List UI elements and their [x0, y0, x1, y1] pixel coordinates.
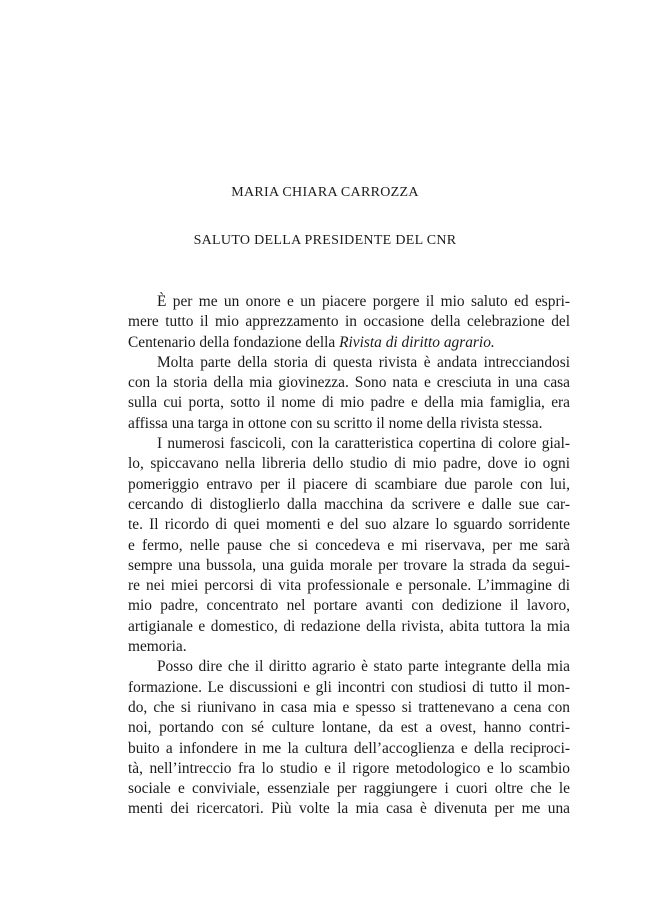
- text-line: mere tutto il mio apprezzamento in occasione della celebrazione del: [128, 313, 570, 331]
- text-segment: Centenario della fondazione della: [128, 333, 340, 351]
- text-line: sempre una bussola, una guida morale per trovare la strada da segui-: [128, 556, 570, 574]
- text-line: È per me un onore e un piacere porgere il mio saluto ed espri-: [157, 293, 570, 310]
- body-text: [128, 292, 570, 820]
- text-line: artigianale e domestico, di redazione della rivista, abita tuttora la mia: [128, 617, 570, 635]
- text-line: formazione. Le discussioni e gli incontri con studiosi di tutto il mon-: [128, 678, 570, 696]
- text-line: noi, portando con sé culture lontane, da est a ovest, hanno contri-: [128, 719, 570, 737]
- text-line: I numerosi fascicoli, con la caratteristica copertina di colore gial-: [157, 435, 570, 453]
- text-line: mio padre, concentrato nel portare avanti con dedizione il lavoro,: [128, 597, 570, 615]
- text-line: affissa una targa in ottone con su scritto il nome della rivista stessa.: [128, 414, 543, 432]
- text-line: buito a infondere in me la cultura dell’accoglienza e della reciproci-: [128, 739, 570, 757]
- text-line: lo, spiccavano nella libreria dello studio di mio padre, dove io ogni: [128, 455, 570, 473]
- paragraph: [128, 353, 570, 434]
- text-line: cercando di distoglierlo dalla macchina da scrivere e dalle sue car-: [128, 495, 570, 513]
- author-name: MARIA CHIARA CARROZZA: [231, 185, 419, 200]
- text-line: Molta parte della storia di questa rivista è andata intrecciandosi: [157, 353, 570, 371]
- text-line: do, che si riunivano in casa mia e spesso si trattenevano a cena con: [128, 698, 570, 716]
- paragraph: [128, 292, 570, 353]
- paragraph: [128, 434, 570, 657]
- text-line: sociale e conviviale, essenziale per raggiungere i cuori oltre che le: [128, 780, 570, 798]
- text-line: e fermo, nelle pause che si concedeva e mi riservava, per me sarà: [128, 536, 570, 554]
- text-line: menti dei ricercatori. Più volte la mia casa è divenuta per me una: [128, 800, 570, 818]
- text-line: sulla cui porta, sotto il nome di mio padre e della mia famiglia, era: [128, 394, 570, 412]
- text-line: con la storia della mia giovinezza. Sono nata e cresciuta in una casa: [128, 374, 570, 392]
- journal-title: Rivista di diritto agrario.: [339, 333, 495, 351]
- text-line: memoria.: [128, 638, 187, 656]
- text-line: pomeriggio entravo per il piacere di scambiare due parole con lui,: [128, 475, 570, 493]
- text-line: [128, 333, 570, 353]
- text-line: Posso dire che il diritto agrario è stato parte integrante della mia: [157, 658, 570, 676]
- paragraph: [128, 657, 570, 819]
- text-line: re nei miei percorsi di vita professionale e personale. L’immagine di: [128, 577, 570, 595]
- text-line: te. Il ricordo di quei momenti e del suo alzare lo sguardo sorridente: [128, 516, 570, 534]
- text-line: tà, nell’intreccio fra lo studio e il rigore metodologico e lo scambio: [128, 759, 570, 777]
- page-title: SALUTO DELLA PRESIDENTE DEL CNR: [193, 233, 457, 248]
